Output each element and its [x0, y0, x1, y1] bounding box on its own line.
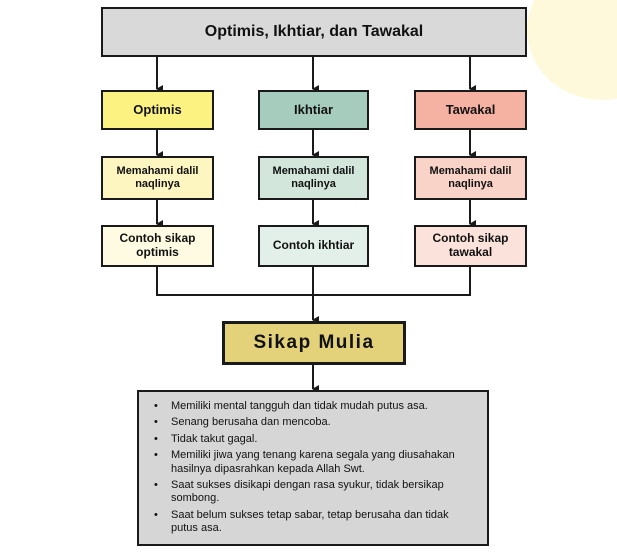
optimis-contoh-box: Contoh sikap optimis: [101, 225, 214, 267]
optimis-dalil-box: Memahami dalil naqlinya: [101, 156, 214, 200]
bullet-icon: •: [154, 508, 158, 521]
sikap-mulia-box: Sikap Mulia: [222, 321, 406, 365]
ikhtiar-contoh-box: Contoh ikhtiar: [258, 225, 369, 267]
list-item: [151, 449, 477, 476]
list-item-text: Saat sukses disikapi dengan rasa syukur, tidak bersikap sombong.: [171, 479, 444, 505]
list-item-text: Tidak takut gagal.: [171, 432, 258, 445]
list-item: [151, 400, 477, 413]
list-item: [151, 479, 477, 506]
bullet-icon: •: [154, 479, 158, 492]
ikhtiar-box: Ikhtiar: [258, 90, 369, 130]
list-item-text: Senang berusaha dan mencoba.: [171, 416, 331, 429]
bullet-icon: •: [154, 400, 158, 412]
list-item-text: Saat belum sukses tetap sabar, tetap berusaha dan tidak putus asa.: [171, 508, 449, 535]
diagram-title: Optimis, Ikhtiar, dan Tawakal: [101, 7, 527, 57]
sikap-mulia-list: [137, 390, 489, 546]
list-item-text: Memiliki mental tangguh dan tidak mudah putus asa.: [171, 400, 428, 412]
tawakal-contoh-box: Contoh sikap tawakal: [414, 225, 527, 267]
tawakal-dalil-box: Memahami dalil naqlinya: [414, 156, 527, 200]
list-item: [151, 433, 477, 446]
list-item: [151, 509, 477, 536]
tawakal-box: Tawakal: [414, 90, 527, 130]
bullet-icon: •: [154, 432, 158, 445]
bullet-icon: •: [154, 416, 158, 429]
bullet-icon: •: [154, 449, 158, 462]
list-item: [151, 416, 477, 429]
ikhtiar-dalil-box: Memahami dalil naqlinya: [258, 156, 369, 200]
optimis-box: Optimis: [101, 90, 214, 130]
list-item-text: Memiliki jiwa yang tenang karena segala yang diusahakan hasilnya dipasrahkan kepada Allah Swt.: [171, 449, 455, 475]
